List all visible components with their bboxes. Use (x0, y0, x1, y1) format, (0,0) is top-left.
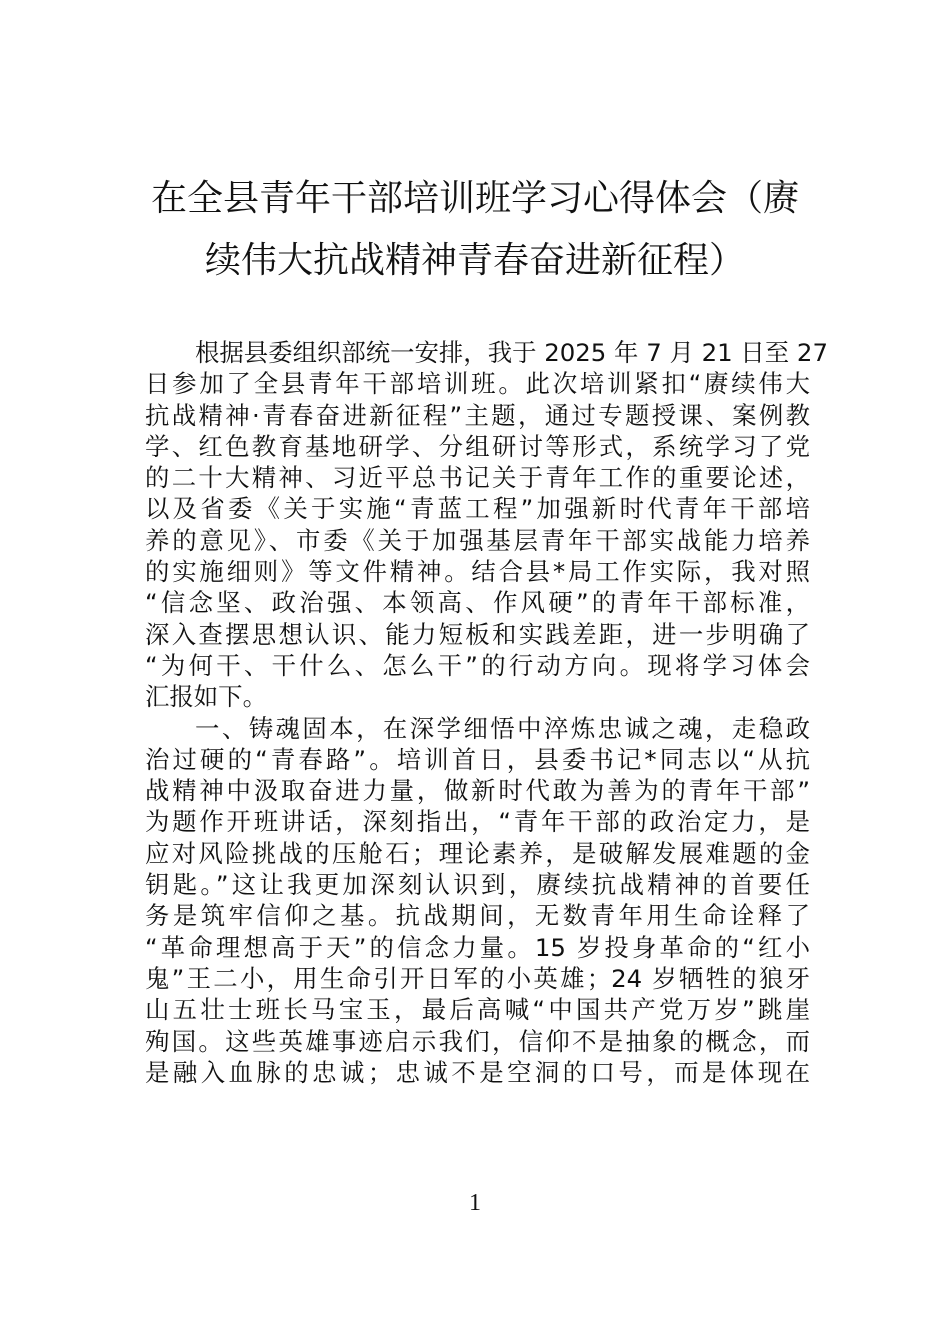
body-line: 务是筑牢信仰之基。抗战期间，无数青年用生命诠释了 (145, 901, 810, 931)
body-line: 战精神中汲取奋进力量，做新时代敢为善为的青年干部” (145, 776, 810, 806)
body-line: 日参加了全县青年干部培训班。此次培训紧扣“赓续伟大 (145, 369, 810, 399)
body-line: 抗战精神·青春奋进新征程”主题，通过专题授课、案例教 (145, 400, 810, 430)
body-line: 养的意见》、市委《关于加强基层青年干部实战能力培养 (145, 525, 810, 555)
body-line: 以及省委《关于实施“青蓝工程”加强新时代青年干部培 (145, 494, 810, 524)
body-line: “革命理想高于天”的信念力量。15 岁投身革命的“红小 (145, 932, 810, 962)
title-line-1: 在全县青年干部培训班学习心得体会（赓 (150, 178, 799, 219)
body-line: 鬼”王二小，用生命引开日军的小英雄；24 岁牺牲的狼牙 (145, 963, 810, 993)
body-line: 山五壮士班长马宝玉，最后高喊“中国共产党万岁”跳崖 (145, 995, 810, 1025)
body-line: 汇报如下。 (145, 682, 267, 712)
body-line: 的二十大精神、习近平总书记关于青年工作的重要论述， (145, 463, 810, 493)
page-number: 1 (469, 1190, 481, 1216)
body-line: “信念坚、政治强、本领高、作风硬”的青年干部标准， (145, 588, 810, 618)
document-body (145, 337, 828, 1088)
body-line: 根据县委组织部统一安排，我于 2025 年 7 月 21 日至 27 (195, 338, 828, 367)
title-line-2: 续伟大抗战精神青春奋进新征程） (204, 240, 745, 281)
body-line: 应对风险挑战的压舱石；理论素养，是破解发展难题的金 (145, 838, 810, 868)
body-line: 为题作开班讲话，深刻指出，“青年干部的政治定力，是 (145, 807, 810, 837)
body-line: 是融入血脉的忠诚；忠诚不是空洞的口号，而是体现在 (145, 1057, 810, 1087)
section-heading-line: 一、铸魂固本，在深学细悟中淬炼忠诚之魂，走稳政 (195, 713, 810, 743)
document-title (120, 168, 830, 292)
body-line: 学、红色教育基地研学、分组研讨等形式，系统学习了党 (145, 431, 810, 461)
body-line: 治过硬的“青春路”。培训首日，县委书记*同志以“从抗 (145, 744, 810, 774)
body-line: 殉国。这些英雄事迹启示我们，信仰不是抽象的概念，而 (145, 1026, 810, 1056)
body-line: “为何干、干什么、怎么干”的行动方向。现将学习体会 (145, 650, 810, 680)
body-line: 的实施细则》等文件精神。结合县*局工作实际，我对照 (145, 557, 810, 587)
body-line: 钥匙。”这让我更加深刻认识到，赓续抗战精神的首要任 (145, 870, 810, 900)
body-line: 深入查摆思想认识、能力短板和实践差距，进一步明确了 (145, 619, 810, 649)
